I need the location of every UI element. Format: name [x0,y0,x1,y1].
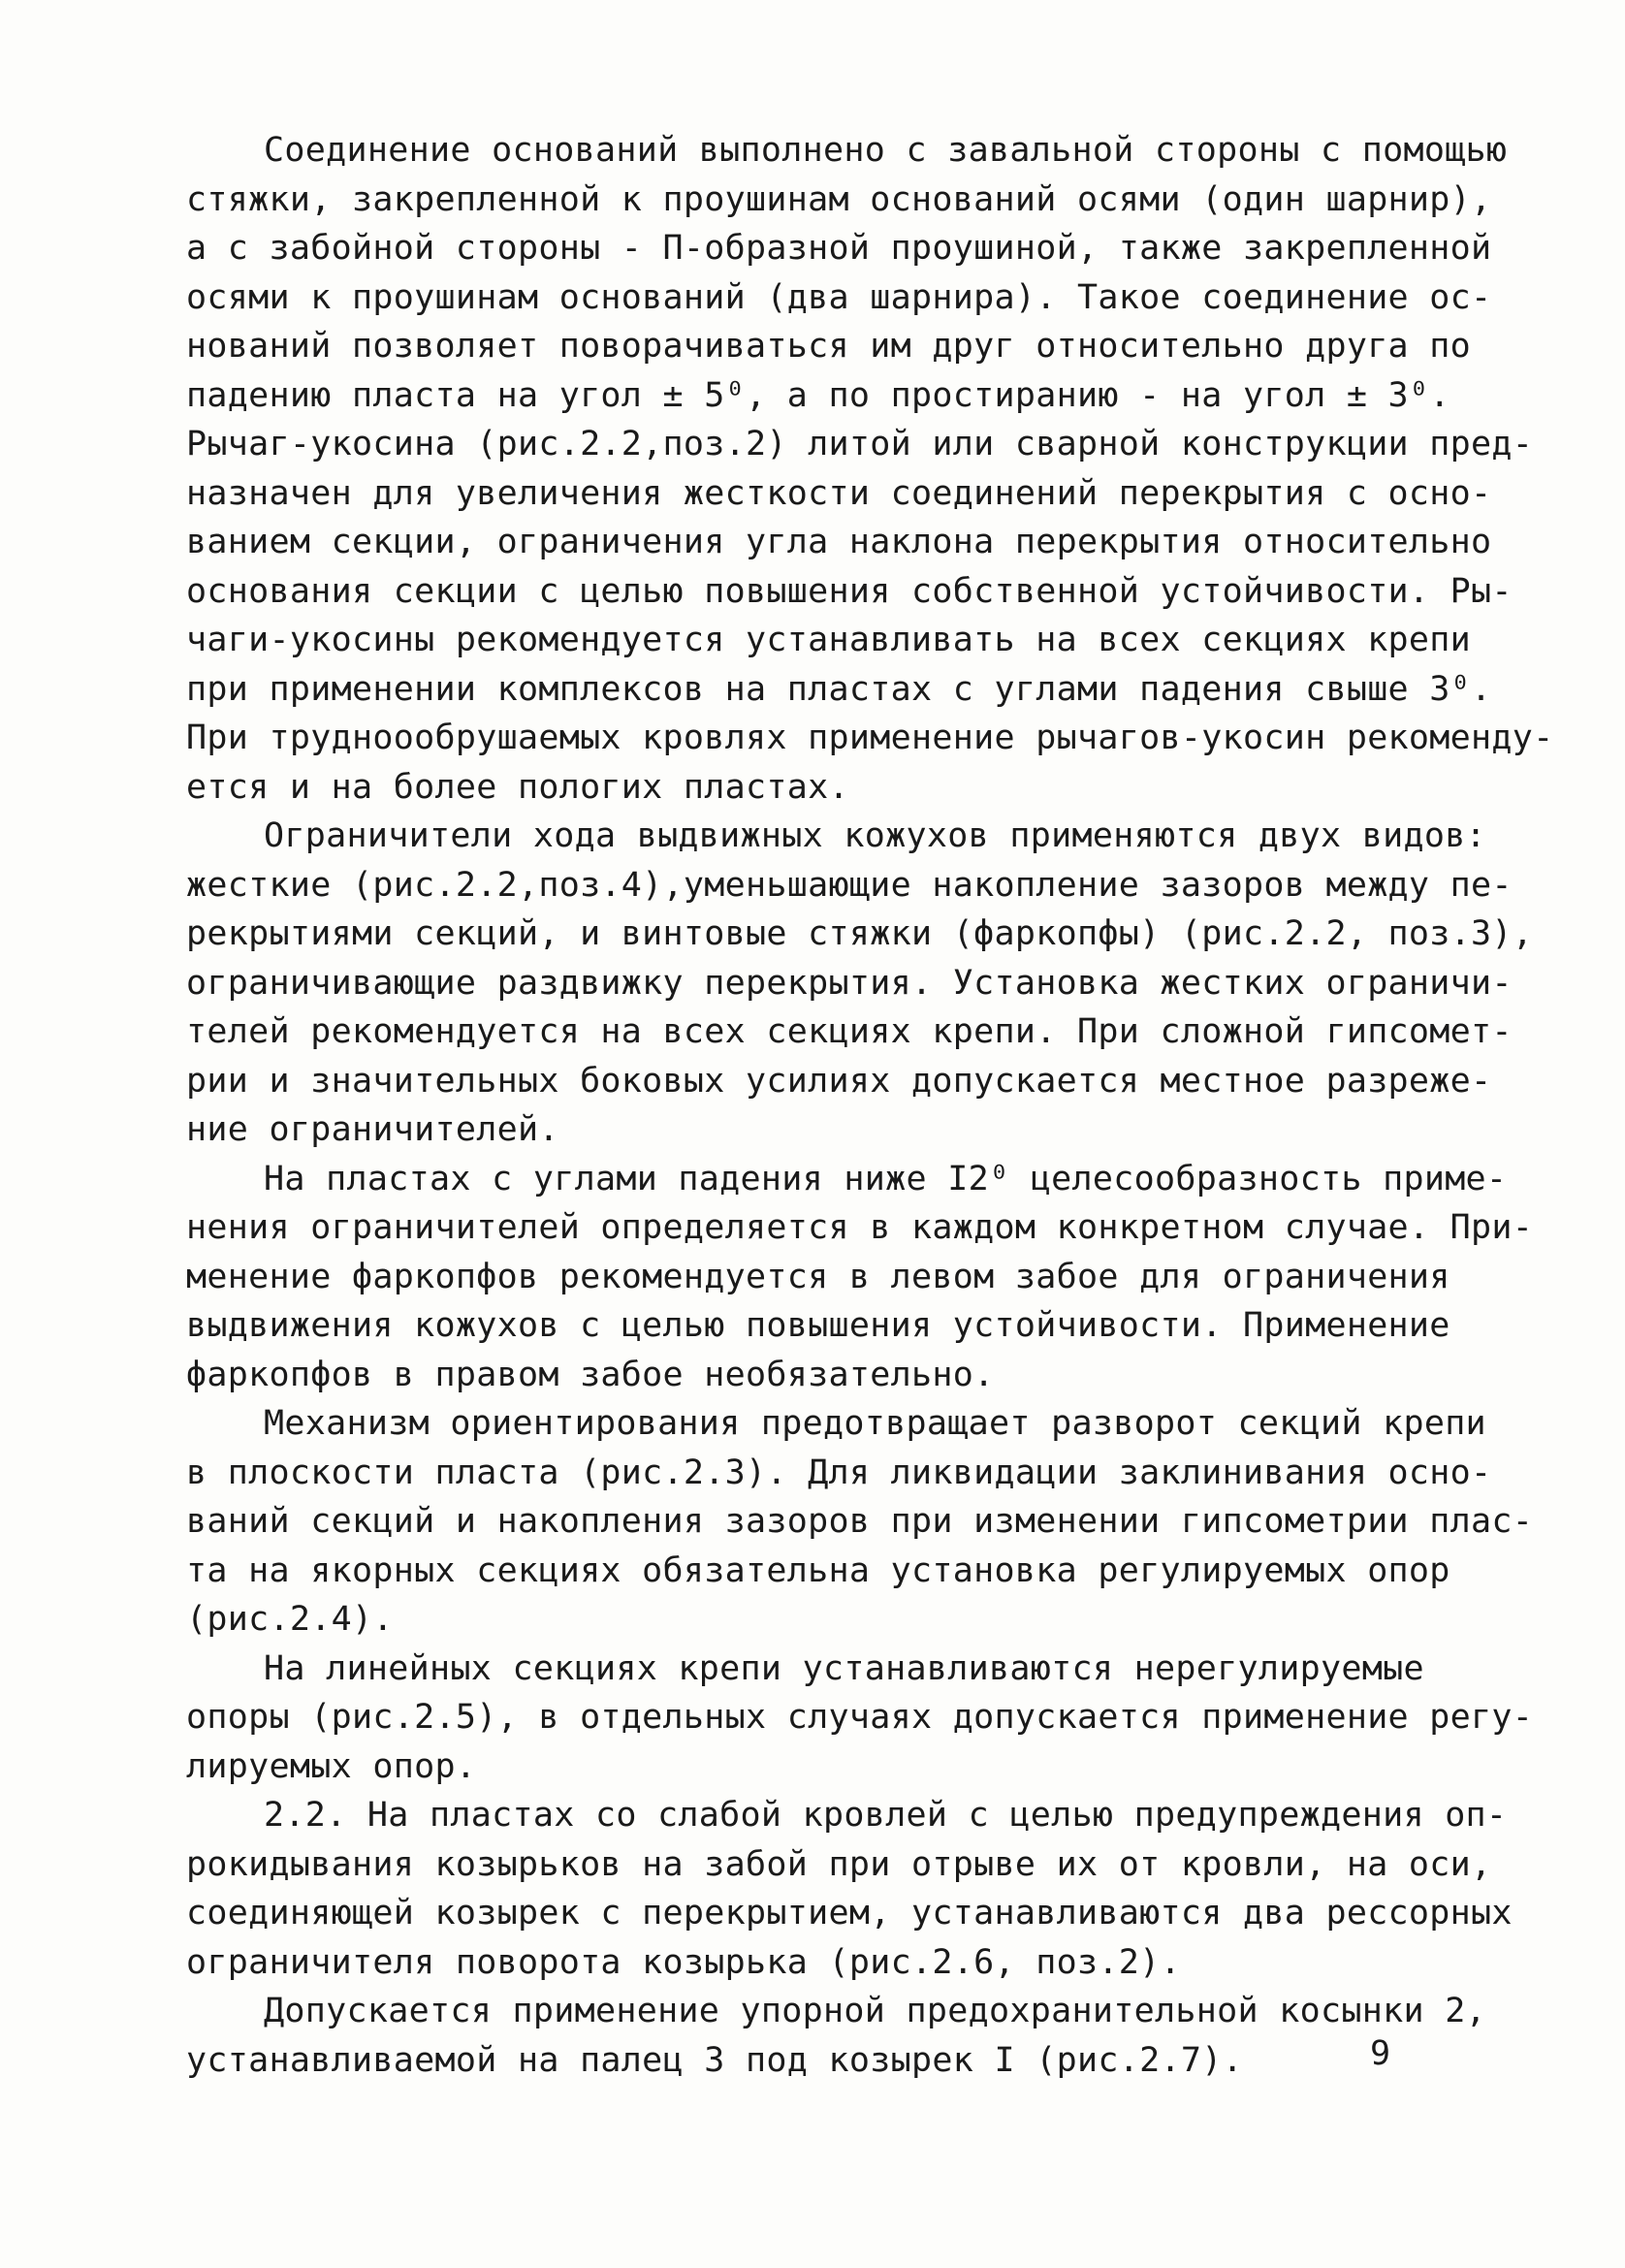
text-line: при применении комплексов на пластах с углами падения свыше 3⁰. [186,669,1492,709]
text-line: опоры (рис.2.5), в отдельных случаях допускается применение регу- [186,1698,1534,1737]
text-line: падению пласта на угол ± 5⁰, а по простиранию - на угол ± 3⁰. [186,375,1450,415]
text-line: рекрытиями секций, и винтовые стяжки (фаркопфы) (рис.2.2, поз.3), [186,914,1534,953]
text-line: ваний секций и накопления зазоров при изменении гипсометрии плас- [186,1502,1534,1541]
text-line: в плоскости пласта (рис.2.3). Для ликвидации заклинивания осно- [186,1453,1492,1492]
text-line: ограничителя поворота козырька (рис.2.6, поз.2). [186,1942,1181,1982]
text-line: а с забойной стороны - П-образной проушиной, также закрепленной [186,229,1492,268]
text-line: основания секции с целью повышения собственной устойчивости. Ры- [186,571,1513,611]
text-line: осями к проушинам оснований (два шарнира). Такое соединение ос- [186,277,1492,317]
text-line: (рис.2.4). [186,1600,394,1639]
text-line: Механизм ориентирования предотвращает разворот секций крепи [264,1404,1486,1443]
text-line: Рычаг-укосина (рис.2.2,поз.2) литой или сварной конструкции пред- [186,425,1534,463]
text-line: рии и значительных боковых усилиях допускается местное разреже- [186,1061,1492,1101]
body-text [186,126,1554,2085]
text-line: нения ограничителей определяется в каждом конкретном случае. При- [186,1208,1534,1247]
text-line: стяжки, закрепленной к проушинам оснований осями (один шарнир), [186,179,1492,219]
text-line: ется и на более пологих пластах. [186,767,849,807]
page-number: 9 [1370,2034,1391,2073]
text-line: На линейных секциях крепи устанавливаются нерегулируемые [264,1648,1424,1688]
text-line: При трудноообрушаемых кровлях применение рычагов-укосин рекоменду- [186,719,1554,757]
text-line: устанавливаемой на палец 3 под козырек I (рис.2.7). [186,2040,1243,2080]
text-line: Соединение оснований выполнено с завальной стороны с помощью [264,131,1508,170]
text-line: нований позволяет поворачиваться им друг относительно друга по [186,327,1472,366]
text-line: чаги-укосины рекомендуется устанавливать на всех секциях крепи [186,621,1472,659]
text-line: Допускается применение упорной предохранительной косынки 2, [264,1992,1486,2030]
text-line: рокидывания козырьков на забой при отрыве их от кровли, на оси, [186,1844,1492,1884]
text-line: ограничивающие раздвижку перекрытия. Установка жестких ограничи- [186,963,1513,1003]
text-line: фаркопфов в правом забое необязательно. [186,1355,995,1394]
text-line: телей рекомендуется на всех секциях крепи. При сложной гипсомет- [186,1012,1513,1051]
text-line: соединяющей козырек с перекрытием, устанавливаются два рессорных [186,1894,1513,1933]
text-line: ние ограничителей. [186,1110,559,1149]
text-line: та на якорных секциях обязательна установка регулируемых опор [186,1550,1450,1590]
text-line: менение фаркопфов рекомендуется в левом забое для ограничения [186,1257,1450,1296]
text-line: лируемых опор. [186,1746,477,1786]
text-line: назначен для увеличения жесткости соединений перекрытия с осно- [186,473,1492,513]
text-line: 2.2. На пластах со слабой кровлей с целью предупреждения оп- [264,1796,1508,1835]
text-line: Ограничители хода выдвижных кожухов применяются двух видов: [264,816,1486,855]
text-line: жесткие (рис.2.2,поз.4),уменьшающие накопление зазоров между пе- [186,865,1513,905]
text-line: ванием секции, ограничения угла наклона перекрытия относительно [186,523,1492,561]
text-line: выдвижения кожухов с целью повышения устойчивости. Применение [186,1306,1450,1345]
text-line: На пластах с углами падения ниже I2⁰ целесообразность приме- [264,1159,1508,1198]
